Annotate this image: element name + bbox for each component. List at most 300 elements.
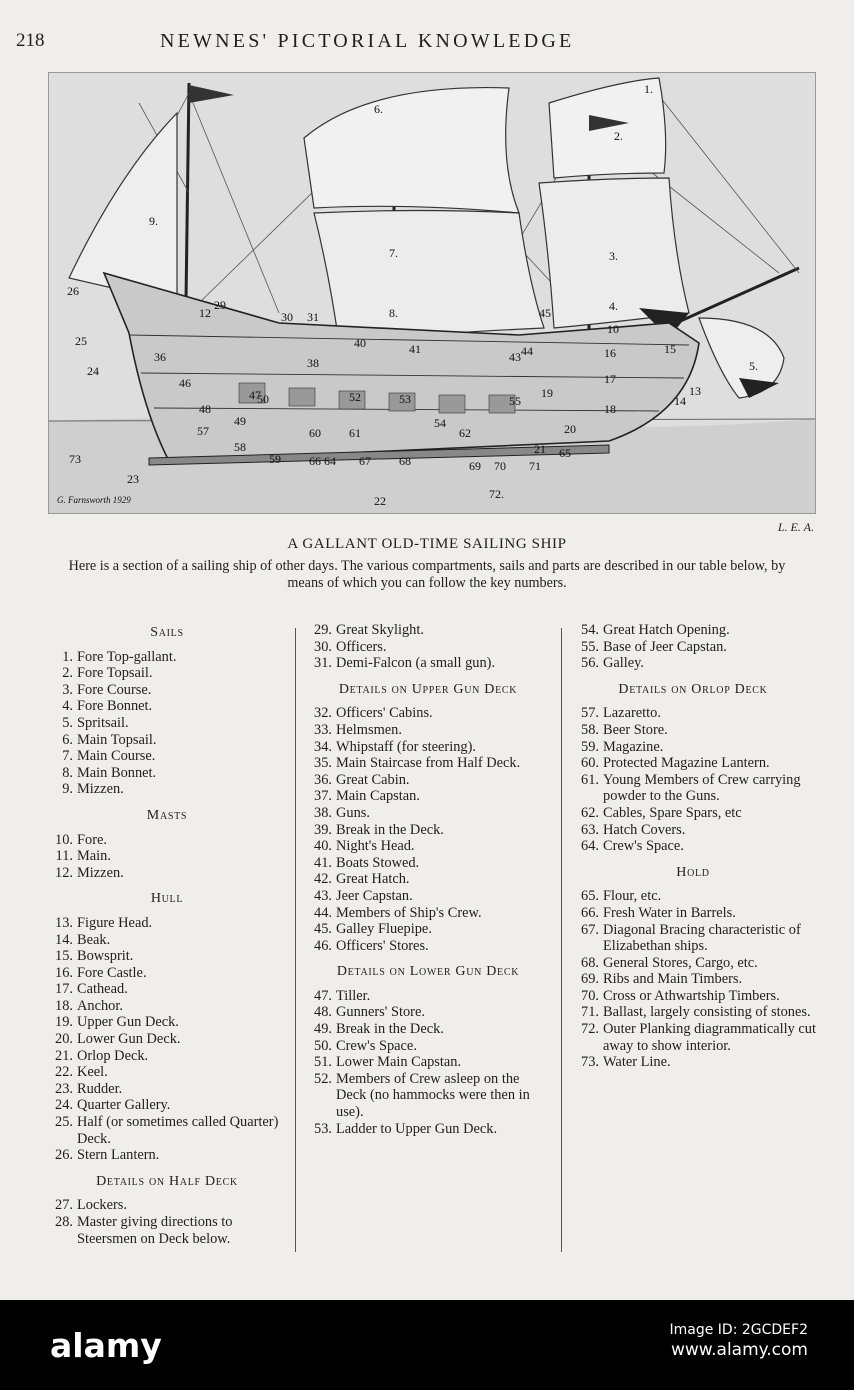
key-entry — [44, 1197, 290, 1214]
key-number: 14. — [55, 931, 73, 948]
column-rule — [561, 628, 562, 1252]
key-entry — [570, 922, 816, 955]
key-number-label: 16 — [604, 346, 616, 360]
key-number: 3. — [62, 681, 73, 698]
key-number-label: 53 — [399, 392, 411, 406]
artist-signature: G. Farnsworth 1929 — [57, 495, 131, 505]
image-info — [670, 1320, 809, 1360]
key-number: 63. — [581, 821, 599, 838]
key-number-label: 19 — [541, 386, 553, 400]
key-number: 62. — [581, 804, 599, 821]
key-entry — [44, 948, 290, 965]
key-number-label: 12 — [199, 306, 211, 320]
key-entry — [44, 649, 290, 666]
key-description: Spritsail. — [77, 714, 129, 731]
key-description: Guns. — [336, 804, 370, 821]
key-description: Break in the Deck. — [336, 821, 444, 838]
key-description: Half (or sometimes called Quarter) Deck. — [77, 1114, 279, 1147]
key-entry — [303, 788, 553, 805]
key-description: Main Bonnet. — [77, 764, 157, 781]
key-number-label: 49 — [234, 414, 246, 428]
key-entry — [44, 682, 290, 699]
key-number: 66. — [581, 904, 599, 921]
key-number: 41. — [314, 854, 332, 871]
key-entry — [44, 781, 290, 798]
key-entry — [303, 921, 553, 938]
key-number: 8. — [62, 764, 73, 781]
key-description: Bowsprit. — [77, 948, 134, 965]
key-number: 30. — [314, 638, 332, 655]
key-description: Base of Jeer Capstan. — [603, 638, 727, 655]
key-entry — [303, 622, 553, 639]
illustration-credit: L. E. A. — [777, 520, 814, 534]
key-number: 52. — [314, 1070, 332, 1087]
key-entry — [570, 722, 816, 739]
key-description: Stern Lantern. — [77, 1147, 160, 1164]
key-description: Fore Bonnet. — [77, 698, 153, 715]
key-number: 31. — [314, 655, 332, 672]
key-entry — [44, 1214, 290, 1247]
key-description: Great Hatch. — [336, 871, 410, 888]
key-number: 40. — [314, 838, 332, 855]
key-entry — [44, 748, 290, 765]
key-entry — [570, 755, 816, 772]
key-number: 55. — [581, 638, 599, 655]
key-number: 22. — [55, 1064, 73, 1081]
key-number-label: 15 — [664, 342, 676, 356]
key-number-label: 13 — [689, 384, 701, 398]
key-number-label: 45 — [539, 306, 551, 320]
key-number-label: 17 — [604, 372, 616, 386]
key-number: 71. — [581, 1004, 599, 1021]
ship-drawing — [49, 73, 815, 513]
key-entry — [303, 905, 553, 922]
key-number-label: 70 — [494, 459, 506, 473]
key-number: 57. — [581, 705, 599, 722]
section-heading: Hull — [150, 891, 184, 907]
key-number-label: 57 — [197, 424, 209, 438]
key-number-label: 47 — [249, 388, 261, 402]
key-entry — [570, 905, 816, 922]
key-entry — [303, 1004, 553, 1021]
key-number: 60. — [581, 755, 599, 772]
key-entry — [44, 932, 290, 949]
key-number: 2. — [62, 665, 73, 682]
key-number-label: 9. — [149, 214, 158, 228]
key-description: Jeer Capstan. — [336, 887, 413, 904]
section-heading: Sails — [150, 625, 184, 640]
key-description: Magazine. — [603, 738, 664, 755]
key-number: 69. — [581, 971, 599, 988]
key-description: Mizzen. — [77, 781, 124, 798]
key-description: Tiller. — [336, 987, 371, 1004]
key-number-label: 3. — [609, 249, 618, 263]
key-number: 7. — [62, 748, 73, 765]
key-number: 11. — [55, 848, 73, 865]
key-number-label: 10 — [607, 322, 619, 336]
key-number: 51. — [314, 1054, 332, 1071]
key-number: 73. — [581, 1054, 599, 1071]
key-number: 56. — [581, 655, 599, 672]
key-number: 6. — [62, 731, 73, 748]
stock-footer-bar — [0, 1300, 854, 1390]
key-number-label: 52 — [349, 390, 361, 404]
key-description: Officers. — [336, 638, 387, 655]
key-number-label: 65 — [559, 446, 571, 460]
key-entry — [570, 639, 816, 656]
key-number: 21. — [55, 1047, 73, 1064]
key-number-label: 4. — [609, 299, 618, 313]
key-description: Helmsmen. — [336, 721, 402, 738]
key-entry — [570, 655, 816, 672]
key-description: Fore Course. — [77, 681, 152, 698]
key-number: 13. — [55, 914, 73, 931]
key-number: 20. — [55, 1031, 73, 1048]
key-description: Galley Fluepipe. — [336, 921, 432, 938]
key-description: Members of Ship's Crew. — [336, 904, 482, 921]
key-entry — [303, 772, 553, 789]
key-number: 72. — [581, 1021, 599, 1038]
key-number-label: 29 — [214, 298, 226, 312]
key-number-label: 69 — [469, 459, 481, 473]
key-number: 32. — [314, 705, 332, 722]
page-number: 218 — [16, 30, 45, 51]
key-number-label: 73 — [69, 452, 81, 466]
key-description: Master giving directions to Steersmen on Deck below. — [77, 1214, 233, 1247]
key-entry — [44, 1081, 290, 1098]
key-number-label: 46 — [179, 376, 191, 390]
key-entry — [303, 1054, 553, 1071]
section-heading: Details on Upper Gun Deck — [338, 681, 518, 697]
section-heading: Masts — [146, 807, 188, 823]
key-number: 24. — [55, 1097, 73, 1114]
key-description: Whipstaff (for steering). — [336, 738, 476, 755]
key-entry — [44, 665, 290, 682]
key-number: 65. — [581, 888, 599, 905]
key-entry — [570, 1004, 816, 1021]
key-number-label: 1. — [644, 82, 653, 96]
key-number-label: 36 — [154, 350, 166, 364]
key-description: Cathead. — [77, 981, 128, 998]
key-description: Members of Crew asleep on the Deck (no hammocks were then in use). — [336, 1070, 530, 1121]
key-entry — [44, 981, 290, 998]
key-description: Great Skylight. — [336, 622, 424, 638]
key-number: 16. — [55, 964, 73, 981]
key-entry — [303, 938, 553, 955]
key-number-label: 66 — [309, 454, 321, 468]
key-entry — [570, 772, 816, 805]
key-number-label: 22 — [374, 494, 386, 508]
key-entry — [44, 715, 290, 732]
key-number: 25. — [55, 1114, 73, 1131]
key-entry — [44, 698, 290, 715]
key-number: 67. — [581, 921, 599, 938]
key-number: 26. — [55, 1147, 73, 1164]
key-entry — [44, 1031, 290, 1048]
key-entry — [303, 1071, 553, 1121]
key-description: Hatch Covers. — [603, 821, 686, 838]
key-description: Crew's Space. — [336, 1037, 417, 1054]
key-number: 29. — [314, 622, 332, 638]
key-description: Lower Main Capstan. — [336, 1054, 462, 1071]
key-number-label: 50 — [257, 392, 269, 406]
key-description: Main Course. — [77, 748, 156, 765]
key-number: 48. — [314, 1004, 332, 1021]
key-number: 49. — [314, 1021, 332, 1038]
key-description: Young Members of Crew carrying powder to the Guns. — [603, 771, 801, 805]
section-heading: Hold — [676, 864, 710, 880]
key-description: Flour, etc. — [603, 888, 662, 905]
key-number-label: 64 — [324, 454, 336, 468]
key-description: Main Topsail. — [77, 731, 157, 748]
key-number: 58. — [581, 721, 599, 738]
key-entry — [303, 888, 553, 905]
key-description: Lazaretto. — [603, 705, 661, 722]
key-description: Main Staircase from Half Deck. — [336, 755, 521, 772]
key-entry — [303, 838, 553, 855]
ship-illustration — [48, 72, 816, 514]
key-description: Keel. — [77, 1064, 108, 1081]
key-number: 34. — [314, 738, 332, 755]
key-number: 27. — [55, 1197, 73, 1214]
key-number: 39. — [314, 821, 332, 838]
key-number-label: 25 — [75, 334, 87, 348]
key-entry — [44, 1147, 290, 1164]
key-number-label: 30 — [281, 310, 293, 324]
key-entry — [44, 732, 290, 749]
running-head: NEWNES' PICTORIAL KNOWLEDGE — [160, 30, 575, 52]
key-description: Mizzen. — [77, 864, 124, 881]
section-heading: Details on Lower Gun Deck — [336, 964, 520, 980]
key-entry — [303, 639, 553, 656]
key-number-label: 59 — [269, 452, 281, 466]
key-number: 61. — [581, 771, 599, 788]
key-description: Crew's Space. — [603, 838, 684, 855]
key-description: Great Cabin. — [336, 771, 410, 788]
key-entry — [44, 1048, 290, 1065]
key-description: Ribs and Main Timbers. — [603, 971, 743, 988]
column-rule — [295, 628, 296, 1252]
key-entry — [303, 755, 553, 772]
key-entry — [570, 622, 816, 639]
key-number-label: 7. — [389, 246, 398, 260]
key-entry — [303, 739, 553, 756]
key-description: Cross or Athwartship Timbers. — [603, 987, 780, 1004]
key-number-label: 5. — [749, 359, 758, 373]
key-entry — [44, 965, 290, 982]
key-number: 18. — [55, 997, 73, 1014]
key-description: Quarter Gallery. — [77, 1097, 171, 1114]
key-description: Diagonal Bracing characteristic of Elizabethan ships. — [603, 921, 801, 955]
key-number-label: 54 — [434, 416, 446, 430]
key-entry — [303, 1021, 553, 1038]
key-description: Rudder. — [77, 1080, 123, 1097]
key-entry — [303, 988, 553, 1005]
key-number: 19. — [55, 1014, 73, 1031]
key-entry — [303, 822, 553, 839]
key-description: Beer Store. — [603, 721, 668, 738]
key-entry — [44, 1097, 290, 1114]
key-entry — [570, 1054, 816, 1071]
key-column-2 — [303, 622, 553, 1137]
key-description: Fore Castle. — [77, 964, 147, 981]
key-entry — [303, 655, 553, 672]
key-number: 23. — [55, 1080, 73, 1097]
key-entry — [44, 1114, 290, 1147]
key-entry — [570, 705, 816, 722]
key-entry — [44, 915, 290, 932]
key-number: 15. — [55, 948, 73, 965]
key-description: Upper Gun Deck. — [77, 1014, 179, 1031]
key-description: Fore Top-gallant. — [77, 648, 177, 665]
key-description: Ladder to Upper Gun Deck. — [336, 1120, 498, 1137]
key-description: Fore. — [77, 831, 107, 848]
key-entry — [570, 822, 816, 839]
key-number-label: 2. — [614, 129, 623, 143]
key-number-label: 71 — [529, 459, 541, 473]
key-entry — [303, 705, 553, 722]
key-entry — [303, 1121, 553, 1138]
key-entry — [303, 805, 553, 822]
key-description: Fore Topsail. — [77, 665, 153, 682]
key-number: 38. — [314, 804, 332, 821]
key-number-label: 26 — [67, 284, 79, 298]
key-description: Demi-Falcon (a small gun). — [336, 655, 496, 672]
key-number: 59. — [581, 738, 599, 755]
key-entry — [570, 971, 816, 988]
key-description: Ballast, largely consisting of stones. — [603, 1004, 811, 1021]
key-description: Lower Gun Deck. — [77, 1031, 181, 1048]
key-description: Break in the Deck. — [336, 1021, 444, 1038]
key-number: 68. — [581, 954, 599, 971]
key-number-label: 60 — [309, 426, 321, 440]
key-number-label: 41 — [409, 342, 421, 356]
key-number: 17. — [55, 981, 73, 998]
key-description: Fresh Water in Barrels. — [603, 904, 736, 921]
key-number-label: 40 — [354, 336, 366, 350]
key-number: 44. — [314, 904, 332, 921]
key-column-1 — [44, 622, 290, 1247]
key-entry — [44, 765, 290, 782]
caption-title: A GALLANT OLD-TIME SAILING SHIP — [287, 536, 567, 552]
caption-text: Here is a section of a sailing ship of other days. The various compartments, sails and parts are described in our table below, by means of which you can follow the key numbers. — [68, 558, 786, 591]
key-number-label: 38 — [307, 356, 319, 370]
key-description: Cables, Spare Spars, etc — [603, 804, 742, 821]
key-entry — [44, 832, 290, 849]
key-number: 10. — [55, 831, 73, 848]
key-number: 54. — [581, 622, 599, 638]
key-entry — [44, 848, 290, 865]
image-id: Image ID: 2GCDEF2 — [669, 1322, 808, 1338]
key-number-label: 14 — [674, 394, 686, 408]
key-number: 43. — [314, 887, 332, 904]
section-heading: Details on Half Deck — [96, 1173, 238, 1189]
key-number: 50. — [314, 1037, 332, 1054]
key-entry — [303, 722, 553, 739]
key-entry — [570, 838, 816, 855]
key-entry — [44, 865, 290, 882]
key-entry — [44, 1064, 290, 1081]
key-number-label: 43 — [509, 350, 521, 364]
key-entry — [303, 855, 553, 872]
key-description: Outer Planking diagrammatically cut away to show interior. — [603, 1021, 816, 1054]
key-description: Officers' Cabins. — [336, 705, 433, 722]
key-entry — [570, 988, 816, 1005]
key-description: Main. — [77, 848, 111, 865]
key-number: 28. — [55, 1214, 73, 1230]
key-number: 35. — [314, 755, 332, 772]
key-description: Galley. — [603, 655, 645, 672]
key-number: 4. — [62, 698, 73, 715]
section-heading: Details on Orlop Deck — [618, 681, 768, 697]
key-description: Great Hatch Opening. — [603, 622, 730, 638]
key-number-label: 55 — [509, 394, 521, 408]
key-number: 1. — [62, 648, 73, 665]
key-description: Night's Head. — [336, 838, 415, 855]
key-number: 33. — [314, 721, 332, 738]
key-description: Figure Head. — [77, 914, 153, 931]
key-number-label: 31 — [307, 310, 319, 324]
key-description: Officers' Stores. — [336, 937, 429, 954]
key-entry — [570, 1021, 816, 1054]
key-entry — [570, 739, 816, 756]
key-entry — [303, 1038, 553, 1055]
key-number-label: 48 — [199, 402, 211, 416]
key-number-label: 20 — [564, 422, 576, 436]
key-entry — [570, 805, 816, 822]
key-number-label: 21 — [534, 442, 546, 456]
alamy-logo: alamy — [50, 1326, 162, 1365]
key-number: 12. — [55, 864, 73, 881]
key-number-label: 67 — [359, 454, 371, 468]
key-number: 46. — [314, 937, 332, 954]
key-number: 64. — [581, 838, 599, 855]
key-description: Anchor. — [77, 997, 123, 1014]
key-number: 5. — [62, 714, 73, 731]
key-number-label: 24 — [87, 364, 99, 378]
key-number-label: 68 — [399, 454, 411, 468]
key-description: Main Capstan. — [336, 788, 420, 805]
key-description: Orlop Deck. — [77, 1047, 149, 1064]
key-entry — [570, 888, 816, 905]
key-number-label: 61 — [349, 426, 361, 440]
key-description: General Stores, Cargo, etc. — [603, 954, 758, 971]
key-description: Boats Stowed. — [336, 854, 420, 871]
key-column-3 — [570, 622, 816, 1071]
key-number-label: 72. — [489, 487, 504, 501]
key-description: Water Line. — [603, 1054, 671, 1071]
key-description: Lockers. — [77, 1197, 127, 1214]
key-number: 9. — [62, 781, 73, 798]
key-number-label: 18 — [604, 402, 616, 416]
key-number-label: 58 — [234, 440, 246, 454]
key-number: 37. — [314, 788, 332, 805]
key-entry — [570, 955, 816, 972]
key-number-label: 6. — [374, 102, 383, 116]
key-number: 47. — [314, 987, 332, 1004]
key-number: 45. — [314, 921, 332, 938]
site-url: www.alamy.com — [670, 1340, 808, 1360]
key-entry — [44, 998, 290, 1015]
key-description: Protected Magazine Lantern. — [603, 755, 770, 772]
key-description: Beak. — [77, 931, 111, 948]
key-number-label: 8. — [389, 306, 398, 320]
key-number: 53. — [314, 1120, 332, 1137]
key-number-label: 44 — [521, 344, 533, 358]
key-number-label: 23 — [127, 472, 139, 486]
key-entry — [44, 1014, 290, 1031]
key-number: 42. — [314, 871, 332, 888]
